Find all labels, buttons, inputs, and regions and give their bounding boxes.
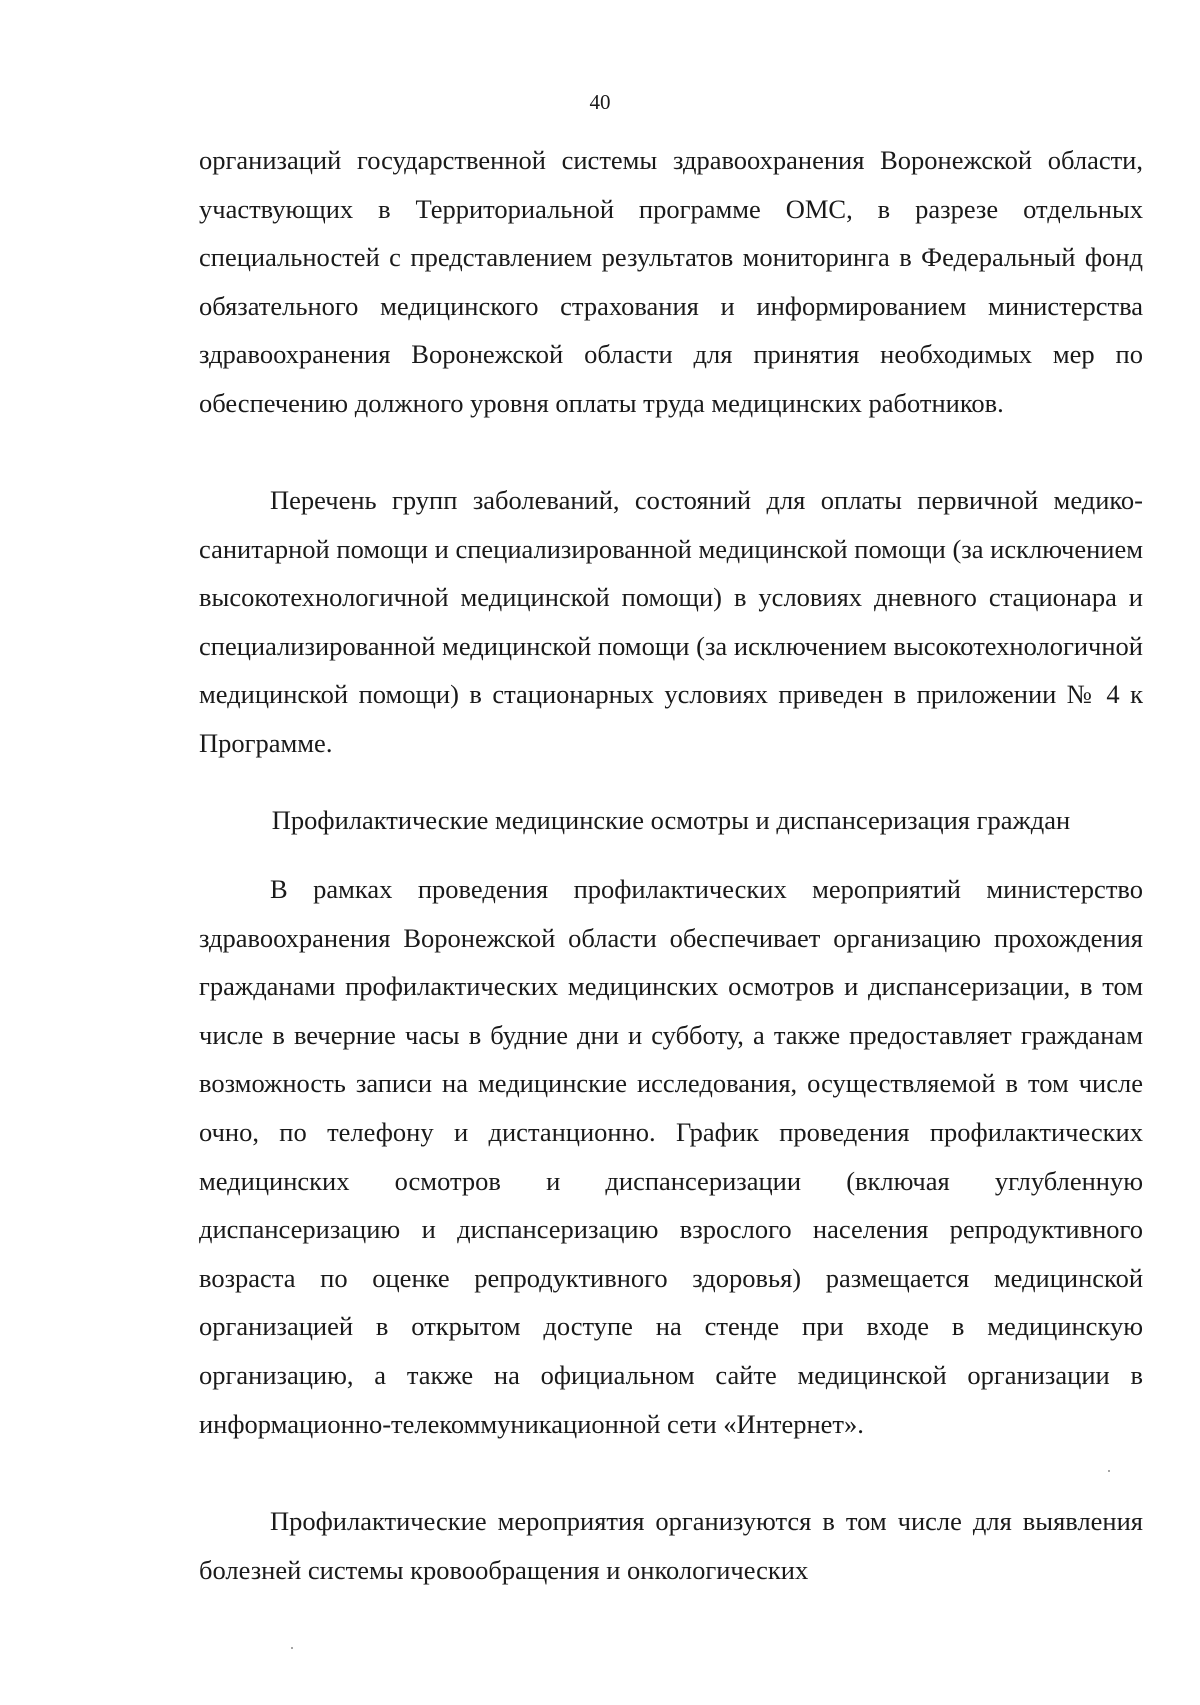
scan-speck — [1108, 1470, 1110, 1472]
paragraph-prevention-purposes — [199, 1497, 1143, 1594]
paragraph-diseases-list — [199, 476, 1143, 768]
paragraph-4: Профилактические мероприятия организуются в том числе для выявления болезней системы кровообращения и онкологических — [199, 1506, 1143, 1585]
section-heading: Профилактические медицинские осмотры и диспансеризация граждан — [271, 805, 1071, 835]
paragraph-3: В рамках проведения профилактических мероприятий министерство здравоохранения Воронежской области обеспечивает организацию прохождения гражданами профилактических медицинских осмотров и диспансеризации, в том числе в вечерние часы в будние дни и субботу, а также предоставляет гражданам возможность записи на медицинские исследования, осуществляемой в том числе очно, по телефону и дистанционно. График проведения профилактических медицинских осмотров и диспансеризации (включая углубленную диспансеризацию и диспансеризацию взрослого населения репродуктивного возраста по оценке репродуктивного здоровья) размещается медицинской организацией в открытом доступе на стенде при входе в медицинскую организацию, а также на официальном сайте медицинской организации в информационно-телекоммуникационной сети «Интернет». — [199, 874, 1143, 1439]
paragraph-continued — [199, 136, 1143, 428]
paragraph-2: Перечень групп заболеваний, состояний для оплаты первичной медико-санитарной помощи и специализированной медицинской помощи (за исключением высокотехнологичной медицинской помощи) в условиях дневного стационара и специализированной медицинской помощи (за исключением высокотехнологичной медицинской помощи) в стационарных условиях приведен в приложении № 4 к Программе. — [199, 485, 1143, 758]
section-heading-block — [199, 796, 1143, 845]
paragraph-preventive-measures — [199, 865, 1143, 1448]
page-number: 40 — [589, 90, 611, 114]
paragraph-1: организаций государственной системы здравоохранения Воронежской области, участвующих в Территориальной программе ОМС, в разрезе отдельных специальностей с представлением результатов мониторинга в Федеральный фонд обязательного медицинского страхования и информированием министерства здравоохранения Воронежской области для принятия необходимых мер по обеспечению должного уровня оплаты труда медицинских работников. — [199, 145, 1143, 418]
scan-speck — [291, 1647, 293, 1649]
